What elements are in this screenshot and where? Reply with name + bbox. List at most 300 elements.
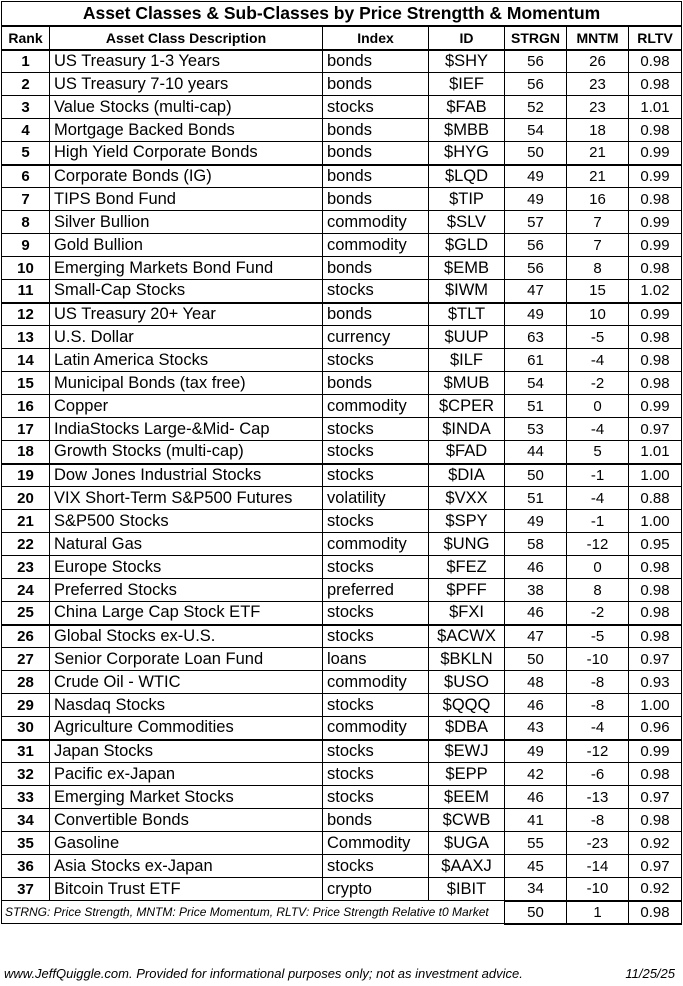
description-cell: Bitcoin Trust ETF bbox=[50, 878, 323, 901]
table-row bbox=[2, 280, 682, 303]
index-cell: bonds bbox=[323, 809, 429, 832]
index-cell: volatility bbox=[323, 487, 429, 510]
ticker-cell: $UUP bbox=[429, 326, 505, 349]
market-relative-value: 0.98 bbox=[629, 901, 682, 924]
relative-cell: 0.96 bbox=[629, 717, 682, 740]
description-cell: Crude Oil - WTIC bbox=[50, 671, 323, 694]
index-cell: stocks bbox=[323, 418, 429, 441]
strength-cell: 61 bbox=[505, 349, 567, 372]
momentum-cell: 7 bbox=[567, 234, 629, 257]
strength-cell: 54 bbox=[505, 372, 567, 395]
description-cell: US Treasury 7-10 years bbox=[50, 73, 323, 96]
momentum-cell: -4 bbox=[567, 418, 629, 441]
momentum-cell: -10 bbox=[567, 648, 629, 671]
momentum-cell: 0 bbox=[567, 395, 629, 418]
relative-cell: 0.98 bbox=[629, 763, 682, 786]
relative-cell: 0.88 bbox=[629, 487, 682, 510]
description-cell: Japan Stocks bbox=[50, 740, 323, 763]
index-cell: stocks bbox=[323, 694, 429, 717]
strength-cell: 49 bbox=[505, 303, 567, 326]
column-header-row bbox=[2, 26, 682, 50]
ticker-cell: $EEM bbox=[429, 786, 505, 809]
column-header-description: Asset Class Description bbox=[50, 26, 323, 50]
strength-cell: 56 bbox=[505, 50, 567, 73]
relative-cell: 0.98 bbox=[629, 73, 682, 96]
table-row bbox=[2, 211, 682, 234]
ticker-cell: $SPY bbox=[429, 510, 505, 533]
description-cell: US Treasury 1-3 Years bbox=[50, 50, 323, 73]
momentum-cell: -1 bbox=[567, 510, 629, 533]
rank-cell: 3 bbox=[2, 96, 50, 119]
report-date: 11/25/25 bbox=[625, 965, 675, 981]
ticker-cell: $EPP bbox=[429, 763, 505, 786]
momentum-cell: -8 bbox=[567, 809, 629, 832]
ticker-cell: $TLT bbox=[429, 303, 505, 326]
relative-cell: 0.98 bbox=[629, 556, 682, 579]
rank-cell: 7 bbox=[2, 188, 50, 211]
table-row bbox=[2, 694, 682, 717]
strength-cell: 45 bbox=[505, 855, 567, 878]
momentum-cell: -4 bbox=[567, 487, 629, 510]
index-cell: stocks bbox=[323, 556, 429, 579]
index-cell: bonds bbox=[323, 165, 429, 188]
momentum-cell: 16 bbox=[567, 188, 629, 211]
rank-cell: 9 bbox=[2, 234, 50, 257]
table-row bbox=[2, 257, 682, 280]
description-cell: Europe Stocks bbox=[50, 556, 323, 579]
momentum-cell: 15 bbox=[567, 280, 629, 303]
rank-cell: 20 bbox=[2, 487, 50, 510]
ticker-cell: $ILF bbox=[429, 349, 505, 372]
description-cell: Silver Bullion bbox=[50, 211, 323, 234]
market-momentum-value: 1 bbox=[567, 901, 629, 924]
ticker-cell: $IWM bbox=[429, 280, 505, 303]
ticker-cell: $FEZ bbox=[429, 556, 505, 579]
relative-cell: 0.98 bbox=[629, 625, 682, 648]
momentum-cell: 8 bbox=[567, 579, 629, 602]
index-cell: Commodity bbox=[323, 832, 429, 855]
rank-cell: 4 bbox=[2, 119, 50, 142]
asset-class-table-sheet bbox=[1, 1, 681, 925]
strength-cell: 47 bbox=[505, 625, 567, 648]
momentum-cell: -10 bbox=[567, 878, 629, 901]
rank-cell: 27 bbox=[2, 648, 50, 671]
momentum-cell: -12 bbox=[567, 533, 629, 556]
ticker-cell: $LQD bbox=[429, 165, 505, 188]
strength-cell: 51 bbox=[505, 395, 567, 418]
relative-cell: 0.99 bbox=[629, 211, 682, 234]
description-cell: Growth Stocks (multi-cap) bbox=[50, 441, 323, 464]
index-cell: bonds bbox=[323, 142, 429, 165]
index-cell: stocks bbox=[323, 441, 429, 464]
table-row bbox=[2, 119, 682, 142]
table-row bbox=[2, 625, 682, 648]
ticker-cell: $MUB bbox=[429, 372, 505, 395]
description-cell: Gold Bullion bbox=[50, 234, 323, 257]
strength-cell: 53 bbox=[505, 418, 567, 441]
index-cell: stocks bbox=[323, 740, 429, 763]
relative-cell: 0.98 bbox=[629, 188, 682, 211]
strength-cell: 54 bbox=[505, 119, 567, 142]
ticker-cell: $CWB bbox=[429, 809, 505, 832]
index-cell: bonds bbox=[323, 50, 429, 73]
table-row bbox=[2, 234, 682, 257]
table-row bbox=[2, 96, 682, 119]
description-cell: High Yield Corporate Bonds bbox=[50, 142, 323, 165]
rank-cell: 22 bbox=[2, 533, 50, 556]
relative-cell: 0.98 bbox=[629, 50, 682, 73]
rank-cell: 35 bbox=[2, 832, 50, 855]
ticker-cell: $FAD bbox=[429, 441, 505, 464]
column-header-rank: Rank bbox=[2, 26, 50, 50]
table-row bbox=[2, 418, 682, 441]
relative-cell: 0.93 bbox=[629, 671, 682, 694]
strength-cell: 41 bbox=[505, 809, 567, 832]
footer bbox=[1, 962, 681, 984]
rank-cell: 30 bbox=[2, 717, 50, 740]
momentum-cell: 18 bbox=[567, 119, 629, 142]
rank-cell: 1 bbox=[2, 50, 50, 73]
index-cell: stocks bbox=[323, 602, 429, 625]
ticker-cell: $MBB bbox=[429, 119, 505, 142]
description-cell: Global Stocks ex-U.S. bbox=[50, 625, 323, 648]
index-cell: stocks bbox=[323, 349, 429, 372]
description-cell: Natural Gas bbox=[50, 533, 323, 556]
table-row bbox=[2, 510, 682, 533]
description-cell: Agriculture Commodities bbox=[50, 717, 323, 740]
relative-cell: 0.98 bbox=[629, 809, 682, 832]
relative-cell: 1.01 bbox=[629, 96, 682, 119]
rank-cell: 23 bbox=[2, 556, 50, 579]
table-row bbox=[2, 533, 682, 556]
description-cell: Emerging Markets Bond Fund bbox=[50, 257, 323, 280]
strength-cell: 42 bbox=[505, 763, 567, 786]
momentum-cell: 8 bbox=[567, 257, 629, 280]
ticker-cell: $CPER bbox=[429, 395, 505, 418]
disclaimer-text: www.JeffQuiggle.com. Provided for informational purposes only; not as investment advice. bbox=[4, 965, 523, 981]
index-cell: commodity bbox=[323, 717, 429, 740]
strength-cell: 49 bbox=[505, 165, 567, 188]
index-cell: commodity bbox=[323, 211, 429, 234]
index-cell: bonds bbox=[323, 372, 429, 395]
column-header-momentum: MNTM bbox=[567, 26, 629, 50]
column-header-strength: STRGN bbox=[505, 26, 567, 50]
relative-cell: 0.98 bbox=[629, 119, 682, 142]
index-cell: stocks bbox=[323, 786, 429, 809]
ticker-cell: $IBIT bbox=[429, 878, 505, 901]
table-row bbox=[2, 602, 682, 625]
rank-cell: 24 bbox=[2, 579, 50, 602]
index-cell: bonds bbox=[323, 188, 429, 211]
ticker-cell: $DIA bbox=[429, 464, 505, 487]
index-cell: stocks bbox=[323, 96, 429, 119]
momentum-cell: -4 bbox=[567, 717, 629, 740]
index-cell: stocks bbox=[323, 280, 429, 303]
relative-cell: 0.98 bbox=[629, 326, 682, 349]
description-cell: Dow Jones Industrial Stocks bbox=[50, 464, 323, 487]
index-cell: loans bbox=[323, 648, 429, 671]
strength-cell: 49 bbox=[505, 510, 567, 533]
market-strength-value: 50 bbox=[505, 901, 567, 924]
description-cell: Copper bbox=[50, 395, 323, 418]
relative-cell: 0.99 bbox=[629, 165, 682, 188]
momentum-cell: -12 bbox=[567, 740, 629, 763]
rank-cell: 31 bbox=[2, 740, 50, 763]
index-cell: stocks bbox=[323, 855, 429, 878]
momentum-cell: -5 bbox=[567, 326, 629, 349]
description-cell: Asia Stocks ex-Japan bbox=[50, 855, 323, 878]
description-cell: Preferred Stocks bbox=[50, 579, 323, 602]
table-row bbox=[2, 349, 682, 372]
relative-cell: 0.99 bbox=[629, 234, 682, 257]
momentum-cell: 23 bbox=[567, 96, 629, 119]
relative-cell: 0.98 bbox=[629, 372, 682, 395]
table-row bbox=[2, 73, 682, 96]
strength-cell: 48 bbox=[505, 671, 567, 694]
ticker-cell: $FXI bbox=[429, 602, 505, 625]
rank-cell: 32 bbox=[2, 763, 50, 786]
momentum-cell: 26 bbox=[567, 50, 629, 73]
ticker-cell: $ACWX bbox=[429, 625, 505, 648]
description-cell: US Treasury 20+ Year bbox=[50, 303, 323, 326]
rank-cell: 5 bbox=[2, 142, 50, 165]
column-header-index: Index bbox=[323, 26, 429, 50]
strength-cell: 56 bbox=[505, 73, 567, 96]
strength-cell: 57 bbox=[505, 211, 567, 234]
table-row bbox=[2, 326, 682, 349]
relative-cell: 1.00 bbox=[629, 510, 682, 533]
index-cell: bonds bbox=[323, 73, 429, 96]
description-cell: Nasdaq Stocks bbox=[50, 694, 323, 717]
rank-cell: 14 bbox=[2, 349, 50, 372]
strength-cell: 56 bbox=[505, 257, 567, 280]
momentum-cell: -5 bbox=[567, 625, 629, 648]
ticker-cell: $VXX bbox=[429, 487, 505, 510]
index-cell: crypto bbox=[323, 878, 429, 901]
description-cell: China Large Cap Stock ETF bbox=[50, 602, 323, 625]
relative-cell: 0.98 bbox=[629, 602, 682, 625]
table-row bbox=[2, 855, 682, 878]
index-cell: stocks bbox=[323, 763, 429, 786]
table-row bbox=[2, 303, 682, 326]
index-cell: currency bbox=[323, 326, 429, 349]
description-cell: VIX Short-Term S&P500 Futures bbox=[50, 487, 323, 510]
momentum-cell: -13 bbox=[567, 786, 629, 809]
ticker-cell: $INDA bbox=[429, 418, 505, 441]
rank-cell: 34 bbox=[2, 809, 50, 832]
table-row bbox=[2, 395, 682, 418]
table-row bbox=[2, 142, 682, 165]
index-cell: bonds bbox=[323, 257, 429, 280]
index-cell: commodity bbox=[323, 395, 429, 418]
relative-cell: 1.00 bbox=[629, 694, 682, 717]
rank-cell: 36 bbox=[2, 855, 50, 878]
description-cell: Small-Cap Stocks bbox=[50, 280, 323, 303]
ticker-cell: $UNG bbox=[429, 533, 505, 556]
table-row bbox=[2, 717, 682, 740]
index-cell: stocks bbox=[323, 464, 429, 487]
relative-cell: 0.98 bbox=[629, 257, 682, 280]
relative-cell: 0.95 bbox=[629, 533, 682, 556]
strength-cell: 44 bbox=[505, 441, 567, 464]
rank-cell: 18 bbox=[2, 441, 50, 464]
relative-cell: 0.97 bbox=[629, 648, 682, 671]
rank-cell: 10 bbox=[2, 257, 50, 280]
relative-cell: 0.98 bbox=[629, 579, 682, 602]
relative-cell: 0.99 bbox=[629, 740, 682, 763]
rank-cell: 11 bbox=[2, 280, 50, 303]
ticker-cell: $GLD bbox=[429, 234, 505, 257]
strength-cell: 46 bbox=[505, 786, 567, 809]
table-body bbox=[2, 50, 682, 901]
momentum-cell: 7 bbox=[567, 211, 629, 234]
strength-cell: 50 bbox=[505, 464, 567, 487]
description-cell: Gasoline bbox=[50, 832, 323, 855]
ticker-cell: $SLV bbox=[429, 211, 505, 234]
rank-cell: 6 bbox=[2, 165, 50, 188]
table-row bbox=[2, 464, 682, 487]
momentum-cell: -23 bbox=[567, 832, 629, 855]
rank-cell: 16 bbox=[2, 395, 50, 418]
ticker-cell: $HYG bbox=[429, 142, 505, 165]
relative-cell: 0.99 bbox=[629, 395, 682, 418]
strength-cell: 50 bbox=[505, 142, 567, 165]
strength-cell: 46 bbox=[505, 556, 567, 579]
strength-cell: 63 bbox=[505, 326, 567, 349]
description-cell: Value Stocks (multi-cap) bbox=[50, 96, 323, 119]
description-cell: Convertible Bonds bbox=[50, 809, 323, 832]
momentum-cell: -8 bbox=[567, 671, 629, 694]
index-cell: commodity bbox=[323, 671, 429, 694]
relative-cell: 0.97 bbox=[629, 855, 682, 878]
relative-cell: 0.92 bbox=[629, 832, 682, 855]
rank-cell: 12 bbox=[2, 303, 50, 326]
momentum-cell: 10 bbox=[567, 303, 629, 326]
ticker-cell: $UGA bbox=[429, 832, 505, 855]
momentum-cell: -6 bbox=[567, 763, 629, 786]
rank-cell: 26 bbox=[2, 625, 50, 648]
strength-cell: 56 bbox=[505, 234, 567, 257]
index-cell: commodity bbox=[323, 533, 429, 556]
rank-cell: 25 bbox=[2, 602, 50, 625]
ticker-cell: $DBA bbox=[429, 717, 505, 740]
ticker-cell: $EMB bbox=[429, 257, 505, 280]
summary-row bbox=[2, 901, 682, 924]
rank-cell: 2 bbox=[2, 73, 50, 96]
strength-cell: 43 bbox=[505, 717, 567, 740]
strength-cell: 50 bbox=[505, 648, 567, 671]
rank-cell: 37 bbox=[2, 878, 50, 901]
table-row bbox=[2, 579, 682, 602]
strength-cell: 49 bbox=[505, 188, 567, 211]
table-row bbox=[2, 786, 682, 809]
strength-cell: 34 bbox=[505, 878, 567, 901]
index-cell: bonds bbox=[323, 119, 429, 142]
momentum-cell: 23 bbox=[567, 73, 629, 96]
description-cell: U.S. Dollar bbox=[50, 326, 323, 349]
rank-cell: 13 bbox=[2, 326, 50, 349]
strength-cell: 55 bbox=[505, 832, 567, 855]
momentum-cell: 21 bbox=[567, 142, 629, 165]
ticker-cell: $SHY bbox=[429, 50, 505, 73]
rank-cell: 21 bbox=[2, 510, 50, 533]
table-row bbox=[2, 50, 682, 73]
momentum-cell: -2 bbox=[567, 372, 629, 395]
strength-cell: 58 bbox=[505, 533, 567, 556]
table-row bbox=[2, 487, 682, 510]
column-header-relative: RLTV bbox=[629, 26, 682, 50]
ticker-cell: $USO bbox=[429, 671, 505, 694]
ticker-cell: $TIP bbox=[429, 188, 505, 211]
relative-cell: 0.97 bbox=[629, 418, 682, 441]
relative-cell: 0.92 bbox=[629, 878, 682, 901]
rank-cell: 19 bbox=[2, 464, 50, 487]
description-cell: Corporate Bonds (IG) bbox=[50, 165, 323, 188]
strength-cell: 38 bbox=[505, 579, 567, 602]
momentum-cell: 21 bbox=[567, 165, 629, 188]
rank-cell: 8 bbox=[2, 211, 50, 234]
rank-cell: 17 bbox=[2, 418, 50, 441]
momentum-cell: -14 bbox=[567, 855, 629, 878]
table-row bbox=[2, 740, 682, 763]
table-row bbox=[2, 671, 682, 694]
relative-cell: 1.01 bbox=[629, 441, 682, 464]
table-row bbox=[2, 648, 682, 671]
description-cell: TIPS Bond Fund bbox=[50, 188, 323, 211]
description-cell: IndiaStocks Large-&Mid- Cap bbox=[50, 418, 323, 441]
index-cell: commodity bbox=[323, 234, 429, 257]
relative-cell: 0.99 bbox=[629, 303, 682, 326]
ticker-cell: $PFF bbox=[429, 579, 505, 602]
table-row bbox=[2, 832, 682, 855]
momentum-cell: -4 bbox=[567, 349, 629, 372]
relative-cell: 0.99 bbox=[629, 142, 682, 165]
description-cell: Senior Corporate Loan Fund bbox=[50, 648, 323, 671]
table-row bbox=[2, 763, 682, 786]
ticker-cell: $EWJ bbox=[429, 740, 505, 763]
momentum-cell: -1 bbox=[567, 464, 629, 487]
table-row bbox=[2, 165, 682, 188]
index-cell: preferred bbox=[323, 579, 429, 602]
asset-class-table bbox=[1, 1, 682, 925]
description-cell: Latin America Stocks bbox=[50, 349, 323, 372]
index-cell: stocks bbox=[323, 625, 429, 648]
strength-cell: 49 bbox=[505, 740, 567, 763]
relative-cell: 1.00 bbox=[629, 464, 682, 487]
table-row bbox=[2, 372, 682, 395]
rank-cell: 29 bbox=[2, 694, 50, 717]
ticker-cell: $FAB bbox=[429, 96, 505, 119]
ticker-cell: $IEF bbox=[429, 73, 505, 96]
table-row bbox=[2, 441, 682, 464]
ticker-cell: $QQQ bbox=[429, 694, 505, 717]
strength-cell: 46 bbox=[505, 602, 567, 625]
description-cell: S&P500 Stocks bbox=[50, 510, 323, 533]
table-row bbox=[2, 809, 682, 832]
index-cell: stocks bbox=[323, 510, 429, 533]
rank-cell: 15 bbox=[2, 372, 50, 395]
strength-cell: 51 bbox=[505, 487, 567, 510]
table-row bbox=[2, 556, 682, 579]
momentum-cell: -8 bbox=[567, 694, 629, 717]
legend-note: STRNG: Price Strength, MNTM: Price Momentum, RLTV: Price Strength Relative t0 Market bbox=[2, 901, 505, 924]
strength-cell: 52 bbox=[505, 96, 567, 119]
column-header-id: ID bbox=[429, 26, 505, 50]
description-cell: Mortgage Backed Bonds bbox=[50, 119, 323, 142]
momentum-cell: -2 bbox=[567, 602, 629, 625]
relative-cell: 0.98 bbox=[629, 349, 682, 372]
strength-cell: 47 bbox=[505, 280, 567, 303]
